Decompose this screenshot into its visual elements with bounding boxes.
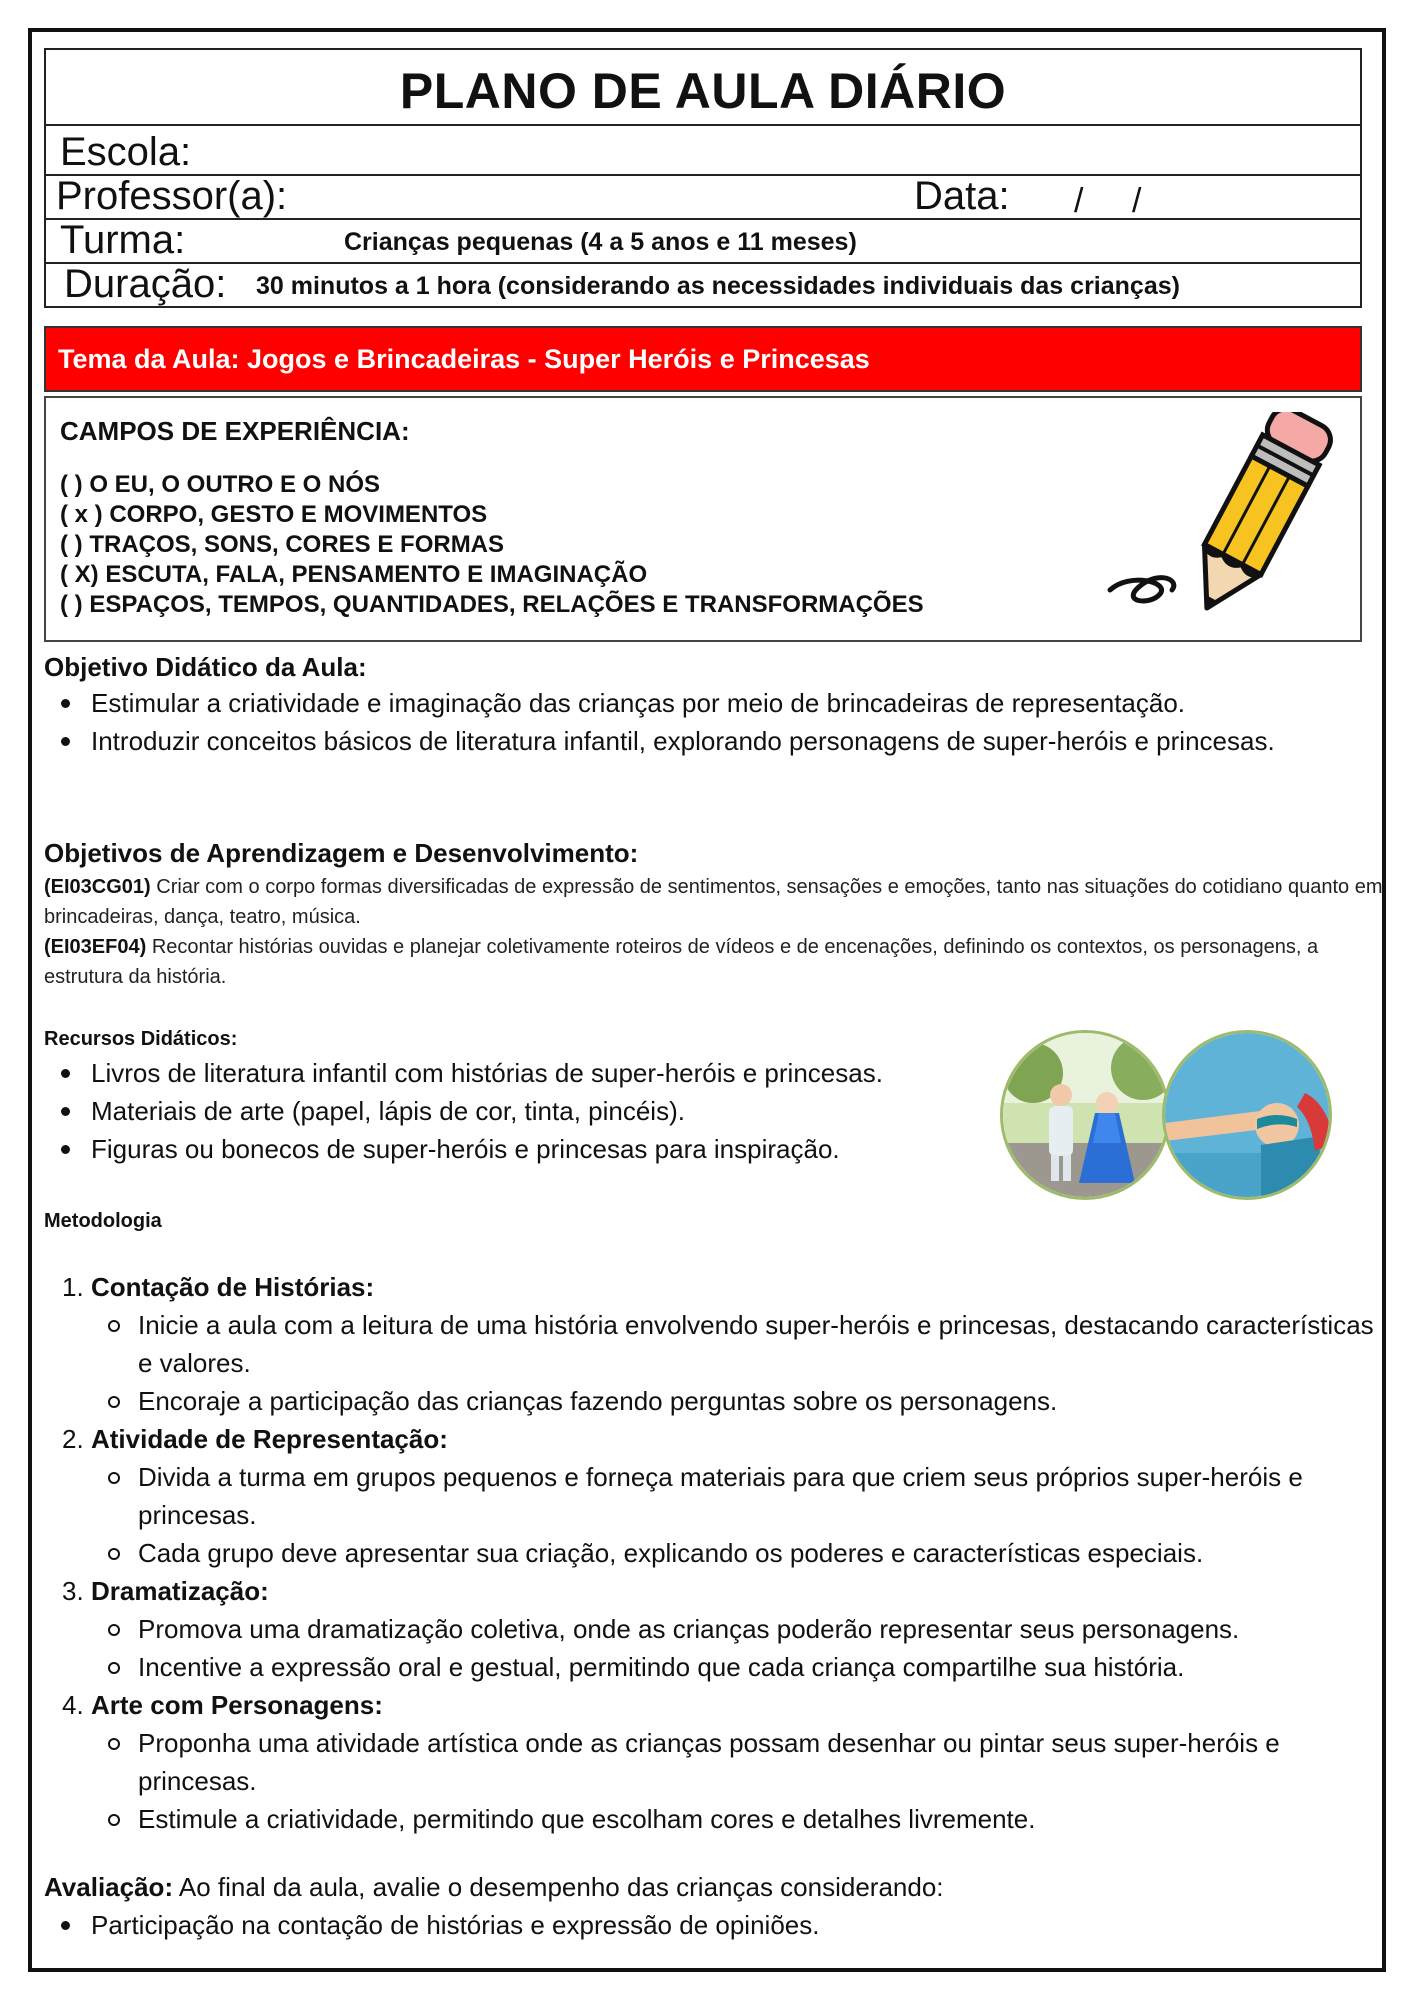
step-title: Contação de Histórias: (91, 1272, 375, 1302)
professor-label: Professor(a): (56, 174, 288, 218)
row-divider (46, 124, 1360, 126)
list-item: Figuras ou bonecos de super-heróis e princesas para inspiração. (44, 1130, 1004, 1168)
avaliacao-text: Ao final da aula, avalie o desempenho das crianças considerando: (173, 1872, 944, 1902)
step-number: 1. (62, 1272, 84, 1302)
children-costume-illustration (1003, 1033, 1170, 1200)
objetivo-didatico-list (44, 684, 1384, 760)
turma-value: Crianças pequenas (4 a 5 anos e 11 meses) (344, 228, 857, 256)
escola-label: Escola: (60, 130, 192, 174)
objetivos-aprendizagem-title: Objetivos de Aprendizagem e Desenvolvimento: (44, 838, 639, 868)
step-subitem: Encoraje a participação das crianças fazendo perguntas sobre os personagens. (44, 1382, 1384, 1420)
objetivo-text: Recontar histórias ouvidas e planejar coletivamente roteiros de vídeos e de encenações, definindo os contextos, os personagens, a estrutura da história. (44, 936, 1319, 988)
campo-item: ( ) ESPAÇOS, TEMPOS, QUANTIDADES, RELAÇÕES E TRANSFORMAÇÕES (60, 591, 924, 618)
step-subitem: Incentive a expressão oral e gestual, permitindo que cada criança compartilhe sua história. (44, 1648, 1384, 1686)
step-title: Dramatização: (91, 1576, 269, 1606)
metodologia-title: Metodologia (44, 1210, 162, 1232)
step-subitem: Cada grupo deve apresentar sua criação, explicando os poderes e características especiais. (44, 1534, 1384, 1572)
duracao-value: 30 minutos a 1 hora (considerando as necessidades individuais das crianças) (256, 272, 1180, 300)
objetivo-item (44, 932, 1384, 992)
date-slash: / (1074, 182, 1084, 220)
step-subitem: Proponha uma atividade artística onde as crianças possam desenhar ou pintar seus super-heróis e princesas. (44, 1724, 1384, 1800)
step-subitem: Divida a turma em grupos pequenos e forneça materiais para que criem seus próprios super-heróis e princesas. (44, 1458, 1384, 1534)
objetivo-didatico-title: Objetivo Didático da Aula: (44, 652, 367, 682)
campos-title: CAMPOS DE EXPERIÊNCIA: (60, 416, 410, 446)
step-item (44, 1268, 1384, 1306)
superhero-kid-illustration (1165, 1033, 1332, 1200)
lesson-theme-bar: Tema da Aula: Jogos e Brincadeiras - Super Heróis e Princesas (44, 326, 1362, 392)
objetivo-item (44, 872, 1384, 932)
superhero-kid-photo (1162, 1030, 1332, 1200)
duracao-label: Duração: (64, 262, 227, 306)
step-number: 3. (62, 1576, 84, 1606)
campo-item: ( ) TRAÇOS, SONS, CORES E FORMAS (60, 531, 505, 558)
step-title: Arte com Personagens: (91, 1690, 383, 1720)
metodologia-list (44, 1268, 1384, 1838)
step-number: 4. (62, 1690, 84, 1720)
row-divider (46, 218, 1360, 220)
avaliacao-section (44, 1868, 1384, 1944)
campos-list (60, 470, 924, 620)
campo-item: ( ) O EU, O OUTRO E O NÓS (60, 471, 381, 498)
page-title: PLANO DE AULA DIÁRIO (399, 63, 1007, 119)
date-slash: / (1132, 182, 1142, 220)
list-item: Materiais de arte (papel, lápis de cor, tinta, pincéis). (44, 1092, 1004, 1130)
row-divider (46, 262, 1360, 264)
turma-label: Turma: (60, 218, 186, 262)
list-item: Livros de literatura infantil com histórias de super-heróis e princesas. (44, 1054, 1004, 1092)
children-costume-photo (1000, 1030, 1170, 1200)
campo-item: ( x ) CORPO, GESTO E MOVIMENTOS (60, 501, 488, 528)
objetivos-aprendizagem-list (44, 872, 1384, 992)
step-item (44, 1572, 1384, 1610)
step-item (44, 1686, 1384, 1724)
data-label: Data: (914, 174, 1010, 218)
step-number: 2. (62, 1424, 84, 1454)
step-subitem: Estimule a criatividade, permitindo que escolham cores e detalhes livremente. (44, 1800, 1384, 1838)
step-subitem: Promova uma dramatização coletiva, onde as crianças poderão representar seus personagens. (44, 1610, 1384, 1648)
step-subitem: Inicie a aula com a leitura de uma história envolvendo super-heróis e princesas, destacando características e valores. (44, 1306, 1384, 1382)
avaliacao-label: Avaliação: (44, 1872, 174, 1902)
list-item: Participação na contação de histórias e expressão de opiniões. (44, 1906, 1384, 1944)
objetivo-code: (EI03CG01) (44, 876, 151, 898)
header-box (44, 48, 1362, 308)
step-item (44, 1420, 1384, 1458)
step-title: Atividade de Representação: (91, 1424, 448, 1454)
recursos-list (44, 1054, 1004, 1168)
pencil-icon (1100, 412, 1350, 622)
avaliacao-line (44, 1868, 1384, 1906)
list-item: Introduzir conceitos básicos de literatura infantil, explorando personagens de super-heróis e princesas. (44, 722, 1331, 760)
objetivo-text: Criar com o corpo formas diversificadas de expressão de sentimentos, sensações e emoções, tanto nas situações do cotidiano quanto em brincadeiras, dança, teatro, música. (44, 876, 1383, 928)
campo-item: ( X) ESCUTA, FALA, PENSAMENTO E IMAGINAÇÃO (60, 561, 648, 588)
list-item: Estimular a criatividade e imaginação das crianças por meio de brincadeiras de representação. (44, 684, 1384, 722)
recursos-title: Recursos Didáticos: (44, 1028, 238, 1050)
objetivo-code: (EI03EF04) (44, 936, 147, 958)
